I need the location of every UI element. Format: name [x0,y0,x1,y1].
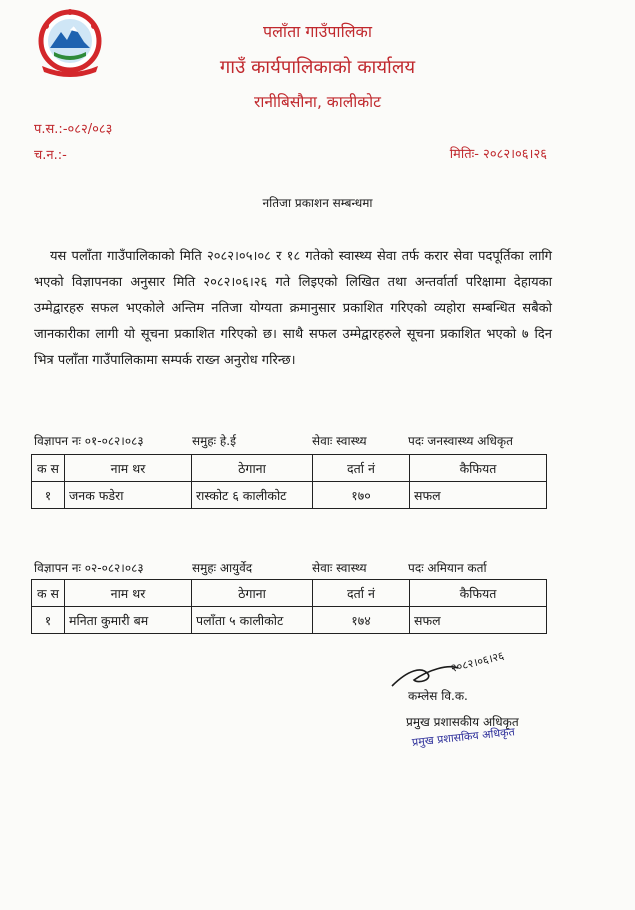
ad-info-line [34,432,554,450]
ad-service: सेवाः स्वास्थ्य [312,561,367,575]
col-address-header: ठेगाना [192,455,313,482]
table-header-row [32,455,547,482]
cell-sn: १ [32,482,65,509]
col-remarks-header: कैफियत [410,580,547,607]
cell-name: मनिता कुमारी बम [65,607,192,634]
results-table-2 [31,579,547,634]
col-sn-header: क स [32,455,65,482]
table-row [32,482,547,509]
cell-name: जनक फडेरा [65,482,192,509]
results-table-1 [31,454,547,509]
signatory-title: प्रमुख प्रशासकीय अधिकृत [406,715,519,729]
dispatch-number: च.न.:- [34,148,67,163]
cell-regno: १७४ [313,607,410,634]
col-sn-header: क स [32,580,65,607]
col-name-header: नाम थर [65,580,192,607]
ad-post: पदः अमियान कर्ता [408,561,487,575]
cell-remarks: सफल [410,607,547,634]
signatory-name: कम्लेस वि.क. [408,689,468,703]
ad-number: विज्ञापन नः ०१-०८२।०८३ [34,434,144,448]
notice-body: यस पलाँता गाउँपालिकाको मिति २०८२।०५।०८ र १८ गतेको स्वास्थ्य सेवा तर्फ करार सेवा पदपूर्तिका लागि भएको विज्ञापनका अनुसार मिति २०८२।०६।२६ गते लिइएको लिखित तथा अन्तर्वार्ता परिक्षामा देहायका उम्मेद्वारहरु सफल भएकोले अन्तिम नतिजा योग्यता क्रमानुसार प्रकाशित गरिएको व्यहोरा सम्बन्धित सबैको जानकारीका लागी यो सूचना प्रकाशित गरिएको छ। साथै सफल उम्मेद्वारहरुले सूचना प्रकाशित भएको ७ दिन भित्र पलाँता गाउँपालिकामा सम्पर्क राख्न अनुरोध गरिन्छ। [34,249,552,368]
col-remarks-header: कैफियत [410,455,547,482]
col-name-header: नाम थर [65,455,192,482]
office-name: गाउँ कार्यपालिकाको कार्यालय [219,57,416,78]
ad-group: समुहः आयुर्वेद [192,561,253,575]
ad-number: विज्ञापन नः ०२-०८२।०८३ [34,561,144,575]
cell-address: पलाँता ५ कालीकोट [192,607,313,634]
col-regno-header: दर्ता नं [313,580,410,607]
official-stamp: प्रमुख प्रशासकिय अधिकृत [411,725,516,749]
reference-number: प.स.:-०८२/०८३ [34,122,113,137]
subject-line: नतिजा प्रकाशन सम्बन्धमा [262,196,373,210]
ad-post: पदः जनस्वास्थ्य अधिकृत [408,434,513,448]
col-regno-header: दर्ता नं [313,455,410,482]
cell-address: रास्कोट ६ कालीकोट [192,482,313,509]
cell-remarks: सफल [410,482,547,509]
cell-sn: १ [32,607,65,634]
letter-date: मितिः- २०८२।०६।२६ [449,147,547,162]
table-header-row [32,580,547,607]
signature-date-note: २०८२।०६।२६ [449,649,506,675]
table-row [32,607,547,634]
cell-regno: १७० [313,482,410,509]
office-address: रानीबिसौना, कालीकोट [254,93,381,111]
ad-info-line [34,559,554,577]
municipality-name: पलाँता गाउँपालिका [262,22,372,41]
col-address-header: ठेगाना [192,580,313,607]
ad-group: समुहः हे.ई [192,434,236,448]
ad-service: सेवाः स्वास्थ्य [312,434,367,448]
